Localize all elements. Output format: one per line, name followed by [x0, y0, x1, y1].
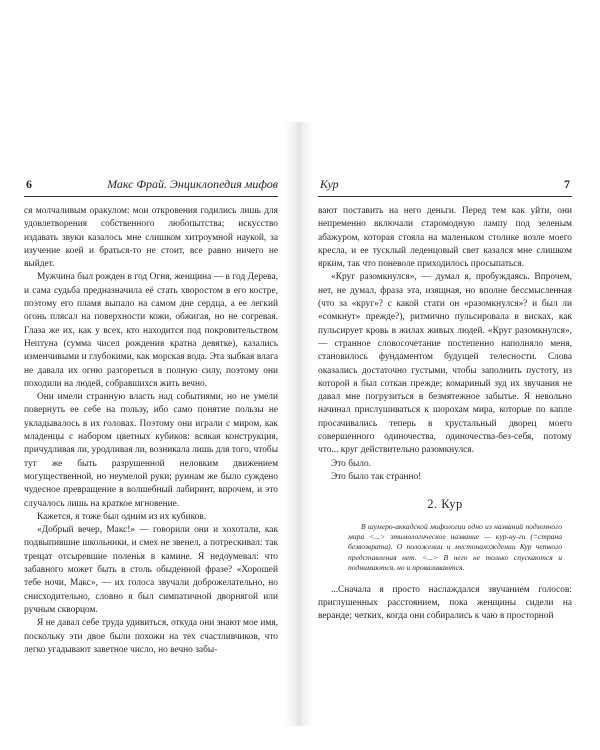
- paragraph: «Круг разомкнулся», — думал я, пробуждаясь. Впрочем, нет, не думал, фраза эта, изящная, но вполне бессмысленная (что за «круг»? с какой стати он «разомкнулся»? и был ли «сомкнут» прежде?), ритмично пульсировала в висках, как пульсирует кровь в жилах живых людей. «Круг разомкнулся», — странное словосочетание постепенно наполняло меня, становилось фундаментом будущей телесности. Слова оказались достаточно густыми, чтобы заполнить пустоту, из которой я был соткан прежде; комариный зуд их звучания не давал мне погрузиться в безмятежное забытье. Я невольно начинал прислушиваться к шорохам мира, которые по капле просачивались теперь в хрустальный дворец моего совершенного одиночества, одиночества-без-себя, потому что... круг действительно разомкнулся.: [318, 272, 572, 456]
- right-page: [318, 128, 572, 718]
- epigraph: [348, 522, 562, 574]
- paragraph: Они имели странную власть над событиями, но не умели повернуть ее себе на пользу, ибо само понятие пользы не укладывалось в их головах. Поэтому они играли с миром, как младенцы с набором цветных кубиков: всякая конструкция, причудливая ли, уродливая ли, возникала лишь для того, чтобы тут же быть разрушенной неловким движением могущественной, но неумелой руки; руинам же было суждено чудесное превращение в волшебный лабиринт, впрочем, и это случалось лишь на краткое мгновение.: [24, 392, 278, 509]
- right-page-number: 7: [564, 177, 570, 191]
- paragraph: Это было.: [331, 458, 371, 469]
- right-page-body: [318, 197, 572, 623]
- paragraph: «Добрый вечер, Макс!» — говорили они и хохотали, как подвыпившие школьники, и смех не звенел, а потрескивал: так трещат отсыревшие поленья в камине. Я недоумевал: что забавного может быть в столь обыденной фразе? «Хорошей тебе ночи, Макс», — их голоса звучали доброжелательно, но снисходительно, словно я был симпатичной дворнягой или ручным скворцом.: [24, 525, 278, 615]
- epigraph-text: В шумеро-аккадской мифологии одно из названий подземного мира <...> этимологическое название — кур-ну-ги (=страна безвозврата). О положении и местонахождении Кур четкого представления нет. <...> В него не только спускаются и поднимаются, но и проваливаются.: [348, 521, 562, 573]
- paragraph: Мужчина был рожден в год Огня, женщина — в год Дерева, и сама судьба предназначила её стать хворостом в его костре, поэтому его пламя выпало на самом дне сердца, а ее легкий огонь плясал на поверхности кожи, обжигая, но не согревая. Глаза же их, как у всех, кто находится под покровительством Нептуна (сумма чисел рождения кратна девятке), казались изменчивыми и глубокими, как морская вода. Эта зыбкая влага не давала их огню разгореться в полную силу, поэтому они походили на людей, собравшихся жить вечно.: [24, 272, 278, 389]
- left-page-body: [24, 197, 278, 657]
- left-running-head: Макс Фрай. Энциклопедия мифов: [107, 177, 278, 191]
- left-page: [24, 128, 278, 718]
- paragraph: Кажется, я тоже был одним из их кубиков.: [37, 511, 207, 522]
- right-running-head: Кур: [320, 177, 339, 191]
- right-page-header: [318, 172, 572, 197]
- left-page-number: 6: [26, 177, 32, 191]
- paragraph: Я не давал себе труда удивиться, откуда они знают мое имя, поскольку эти двое были похожи на тех счастливчиков, что легко угадывают заветное число, но вечно забы-: [24, 618, 278, 655]
- section-title: 2. Кур: [427, 497, 463, 512]
- left-page-header: [24, 172, 278, 197]
- paragraph: вают поставить на него деньги. Перед тем как уйти, они непременно включали старомодную лампу под зеленым абажуром, которая стояла на маленьком столике возле моего кресла, и ее тусклый леденцовый свет казался мне слишком ярким, так что поневоле приходилось просыпаться.: [318, 206, 572, 270]
- paragraph: ...Сначала я просто наслаждался звучанием голосов: приглушенных расстоянием, пока женщины сидели на веранде; четких, когда они собирались к чаю в просторной: [318, 584, 572, 622]
- book-gutter: [284, 122, 314, 726]
- paragraph: ся молчаливым оракулом: мои откровения годились лишь для удовлетворения собственного любопытства; искусство издавать звуки казалось мне слишком хитроумной наукой, за изучение коей и браться-то не стоит, все равно ничего не выйдет.: [24, 206, 278, 270]
- paragraph: Это было так странно!: [331, 471, 422, 482]
